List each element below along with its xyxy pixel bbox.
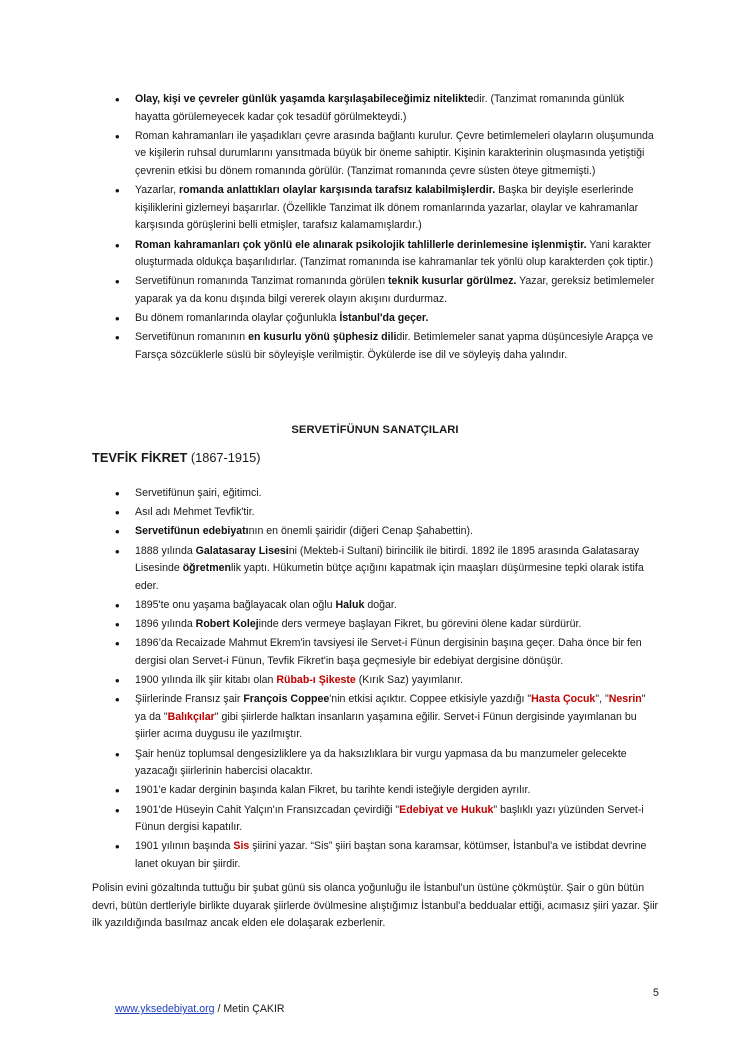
list-item: • 1901'de Hüseyin Cahit Yalçın'ın Fransızcadan çevirdiği "Edebiyat ve Hukuk" başlıklı yazı yüzünden Servet-i Fünun dergisi kapatılır. — [113, 802, 658, 837]
roman-features-list — [113, 91, 658, 366]
tevfik-fikret-list — [113, 485, 658, 875]
list-item: • 1900 yılında ilk şiir kitabı olan Rübab-ı Şikeste (Kırık Saz) yayımlanır. — [113, 672, 658, 690]
list-item: • Şiirlerinde Fransız şair François Coppee'nin etkisi açıktır. Coppee etkisiyle yazdığı "Hasta Çocuk", "Nesrin" ya da "Balıkçılar" gibi şiirlerde halktan insanların yaşamına eğilir. Servet-i Fünun dergisinde yayımlanan bu şiirler acıma duygusu ile yazılmıştır. — [113, 691, 658, 744]
list-item: • 1896 yılında Robert Kolejinde ders vermeye başlayan Fikret, bu görevini ölene kadar sürdürür. — [113, 616, 658, 634]
footer: www.yksedebiyat.org / Metin ÇAKIR — [115, 1003, 285, 1015]
list-item: • 1896’da Recaizade Mahmut Ekrem'in tavsiyesi ile Servet-i Fünun dergisinin başına geçer. Daha önce bir fen dergisi olan Servet-i Fünun, Tevfik Fikret'in başa geçmesiyle bir edebiyat dergisine dönüşür. — [113, 635, 658, 670]
closing-paragraph: Polisin evini gözaltında tuttuğu bir şubat günü sis olanca yoğunluğu ile İstanbul'un üstüne çökmüştür. Şair o gün bütün devri, bütün dertleriyle birlikte duyarak şiirlerde övülmesine alıştığımız İstanbul'a beddualar ettiği, acımasız şiiri yazar. Şiir ilk yazıldığında basılmaz ancak elden ele dolaşarak ezberlenir. — [92, 882, 659, 930]
list-item: • Olay, kişi ve çevreler günlük yaşamda karşılaşabileceğimiz niteliktedir. (Tanzimat romanında günlük hayatta görülemeyecek kadar çok tesadüf görülmekteydi.) — [113, 91, 658, 126]
list-item: • 1901 yılının başında Sis şiirini yazar. “Sis” şiiri baştan sona karamsar, kötümser, İstanbul'a ve istibdat devrine lanet okuyan bir şiirdir. — [113, 838, 658, 873]
list-item: • Roman kahramanları çok yönlü ele alınarak psikolojik tahlillerle derinlemesine işlenmiştir. Yani karakter oluşturmada oldukça başarılıdırlar. (Tanzimat romanında ise kahramanlar tek yönlü olup karakterden çok tiptir.) — [113, 237, 658, 272]
footer-author: Metin ÇAKIR — [223, 1003, 285, 1015]
website-link[interactable]: www.yksedebiyat.org — [115, 1003, 215, 1015]
page-number: 5 — [653, 987, 659, 999]
author-years: (1867-1915) — [187, 450, 261, 465]
list-item: • Servetifünun romanının en kusurlu yönü şüphesiz dilidir. Betimlemeler sanat yapma düşüncesiyle Arapça ve Farsça sözcüklerle süslü bir söyleyişle verilmiştir. Öykülerde ise dil ve söyleyiş daha yalındır. — [113, 329, 658, 364]
list-item: • 1888 yılında Galatasaray Lisesini (Mekteb-i Sultani) birincilik ile bitirdi. 1892 ile 1895 arasında Galatasaray Lisesinde öğretmenlik yaptı. Hükumetin bütçe açığını kapatmak için maaşları düşürmesine tepki olarak istifa eder. — [113, 543, 658, 596]
list-item: • Asıl adı Mehmet Tevfik'tir. — [113, 504, 658, 522]
list-item: • Servetifünun edebiyatının en önemli şairidir (diğeri Cenap Şahabettin). — [113, 523, 658, 541]
list-item: • Roman kahramanları ile yaşadıkları çevre arasında bağlantı kurulur. Çevre betimlemeleri olayların oluşumunda ve kişilerin ruhsal durumlarını yansıtmada büyük bir öneme sahiptir. Kişinin karakterinin oluşmasında yetiştiği çevrenin etkisi bu dönem romanında görülür. (Tanzimat romanında çevre süsten öteye gitmemişti.) — [113, 128, 658, 181]
author-heading — [92, 450, 261, 465]
author-name: TEVFİK FİKRET — [92, 450, 188, 465]
list-item: • Servetifünun şairi, eğitimci. — [113, 485, 658, 503]
list-item: • Bu dönem romanlarında olaylar çoğunlukla İstanbul'da geçer. — [113, 310, 658, 328]
list-item: • 1895'te onu yaşama bağlayacak olan oğlu Haluk doğar. — [113, 597, 658, 615]
section-heading: SERVETİFÜNUN SANATÇILARI — [291, 424, 459, 436]
list-item: • Servetifünun romanında Tanzimat romanında görülen teknik kusurlar görülmez. Yazar, gereksiz betimlemeler yaparak ya da konu dışında bilgi vererek olayın akışını durdurmaz. — [113, 273, 658, 308]
list-item: • Şair henüz toplumsal dengesizliklere ya da haksızlıklara bir vurgu yapmasa da bu manzumeler gelecekte yazacağı şiirlerinin habercisi olacaktır. — [113, 746, 658, 781]
list-item: • 1901'e kadar derginin başında kalan Fikret, bu tarihte kendi isteğiyle dergiden ayrılır. — [113, 782, 658, 800]
list-item: • Yazarlar, romanda anlattıkları olaylar karşısında tarafsız kalabilmişlerdir. Başka bir deyişle eserlerinde kişiliklerini gizlemeyi başarırlar. (Özellikle Tanzimat ilk dönem romanlarında yazarlar, olaylar ve kahramanlar karşısında görüşlerini belli etmişler, tarafsız kalamamışlardır.) — [113, 182, 658, 235]
